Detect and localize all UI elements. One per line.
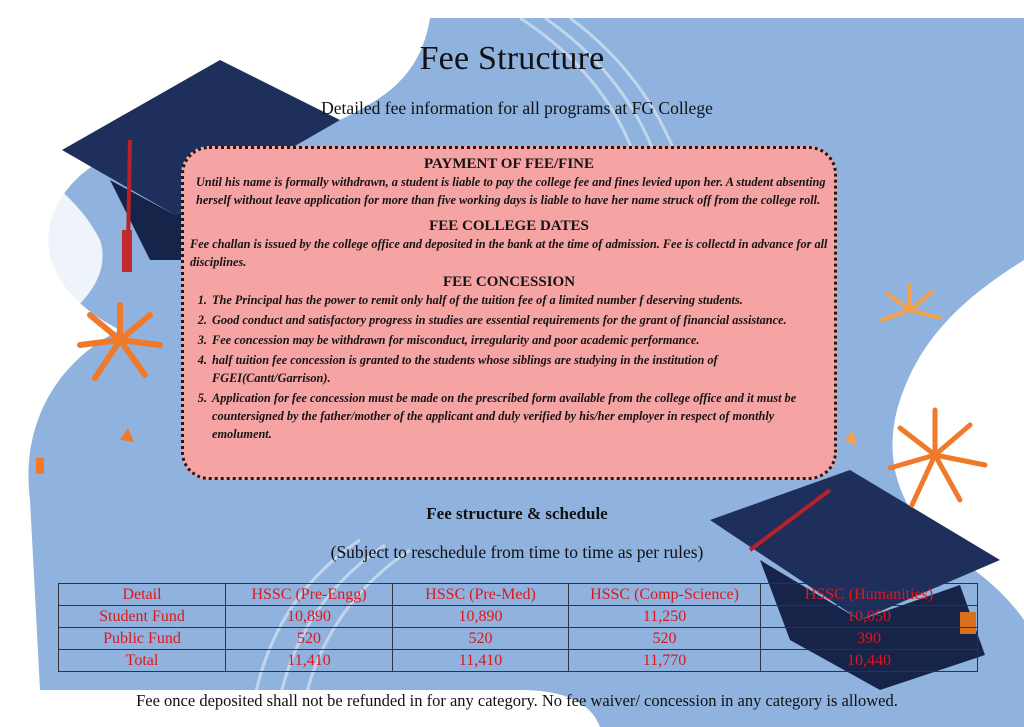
footer-note: Fee once deposited shall not be refunded in for any category. No fee waiver/ concession in any category is allowed. bbox=[136, 691, 898, 710]
table-cell: 11,770 bbox=[569, 650, 761, 672]
table-row bbox=[59, 650, 978, 672]
table-cell: 10,050 bbox=[761, 606, 978, 628]
table-cell: 11,250 bbox=[569, 606, 761, 628]
table-header-cell: HSSC (Pre-Med) bbox=[393, 584, 569, 606]
table-cell: 10,440 bbox=[761, 650, 978, 672]
page-subtitle: Detailed fee information for all programs at FG College bbox=[321, 98, 713, 118]
fee-table bbox=[58, 583, 978, 672]
table-cell: 11,410 bbox=[226, 650, 393, 672]
concession-list bbox=[188, 291, 830, 443]
table-cell: Public Fund bbox=[59, 628, 226, 650]
dates-heading: FEE COLLEGE DATES bbox=[429, 218, 589, 234]
table-cell: 10,890 bbox=[393, 606, 569, 628]
schedule-heading: Fee structure & schedule bbox=[426, 504, 608, 523]
table-row bbox=[59, 606, 978, 628]
table-cell: 10,890 bbox=[226, 606, 393, 628]
page-title: Fee Structure bbox=[419, 40, 605, 77]
concession-heading: FEE CONCESSION bbox=[442, 274, 576, 290]
list-item: 3. Fee concession may be withdrawn for misconduct, irregularity and poor academic performance. bbox=[210, 331, 830, 349]
schedule-note: (Subject to reschedule from time to time as per rules) bbox=[330, 542, 704, 562]
dates-text: Fee challan is issued by the college office and deposited in the bank at the time of admission. Fee is collectd in advance for all disciplines. bbox=[190, 237, 828, 269]
table-cell: 11,410 bbox=[393, 650, 569, 672]
payment-heading: PAYMENT OF FEE/FINE bbox=[423, 156, 595, 172]
table-row bbox=[59, 628, 978, 650]
table-cell: 520 bbox=[393, 628, 569, 650]
table-header-cell: HSSC (Humanities) bbox=[761, 584, 978, 606]
list-item: 5. Application for fee concession must be made on the prescribed form available from the college office and it must be countersigned by the father/mother of the applicant and duly verified by his/her employer in respect of monthly emolument. bbox=[210, 389, 830, 443]
table-header-cell: HSSC (Pre-Engg) bbox=[226, 584, 393, 606]
fee-info-box bbox=[181, 146, 837, 480]
list-item: 2. Good conduct and satisfactory progress in studies are essential requirements for the grant of financial assistance. bbox=[210, 311, 830, 329]
list-item: 1. The Principal has the power to remit only half of the tuition fee of a limited number f deserving students. bbox=[210, 291, 830, 309]
table-header-cell: HSSC (Comp-Science) bbox=[569, 584, 761, 606]
table-cell: 390 bbox=[761, 628, 978, 650]
table-header-cell: Detail bbox=[59, 584, 226, 606]
table-cell: 520 bbox=[569, 628, 761, 650]
payment-text: Until his name is formally withdrawn, a student is liable to pay the college fee and fines levied upon her. A student absenting herself without leave application for more than five working days is liable to have her name struck off from the college roll. bbox=[196, 175, 826, 207]
table-header-row bbox=[59, 584, 978, 606]
list-item: 4. half tuition fee concession is granted to the students whose siblings are studying in the institution of FGEI(Cantt/Garrison). bbox=[210, 351, 830, 387]
table-cell: Student Fund bbox=[59, 606, 226, 628]
table-cell: Total bbox=[59, 650, 226, 672]
table-cell: 520 bbox=[226, 628, 393, 650]
